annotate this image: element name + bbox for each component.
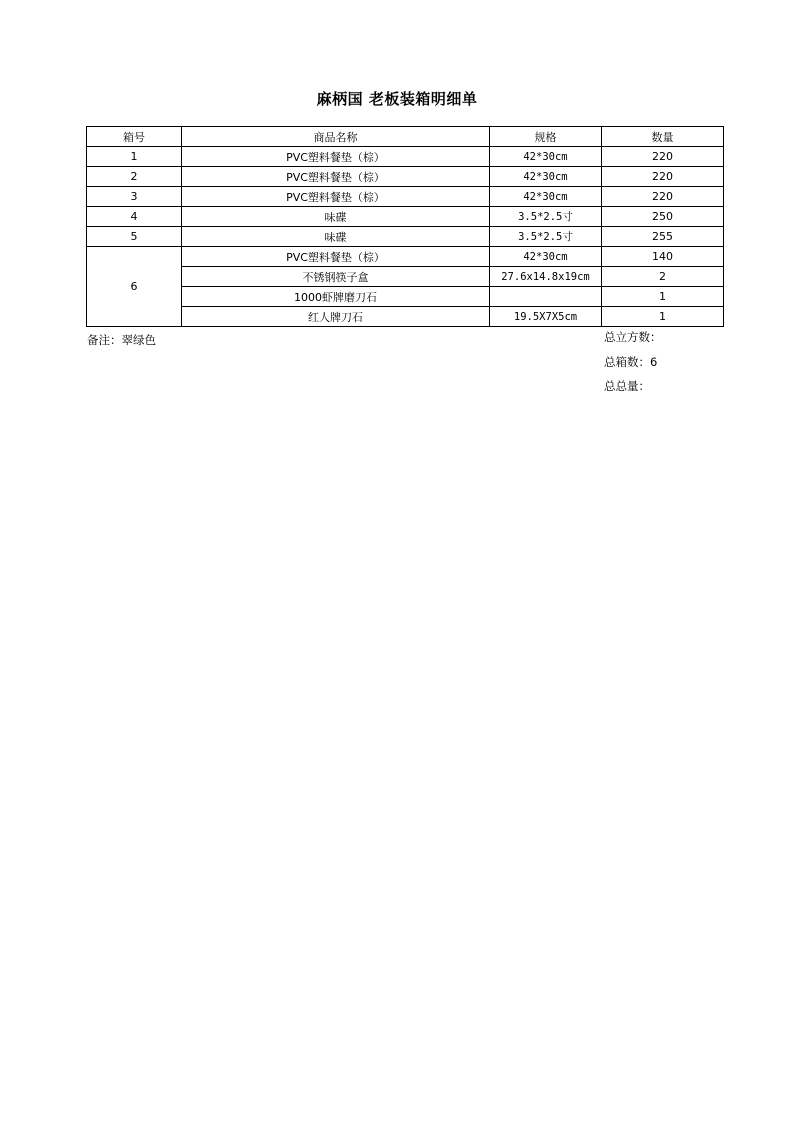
table-header-row	[87, 127, 724, 147]
table-row	[87, 187, 724, 207]
cell-spec: 3.5*2.5寸	[490, 227, 602, 247]
cell-spec: 27.6x14.8x19cm	[490, 267, 602, 287]
cell-box-no: 1	[87, 147, 182, 167]
table-row	[87, 247, 724, 267]
table-row	[87, 287, 724, 307]
cell-quantity: 220	[602, 187, 724, 207]
cell-product-name: 红人牌刀石	[182, 307, 490, 327]
cell-spec	[490, 287, 602, 307]
table-row	[87, 207, 724, 227]
cell-box-no: 4	[87, 207, 182, 227]
remark-note: 备注：翠绿色	[87, 333, 156, 347]
table-row	[87, 307, 724, 327]
cell-quantity: 250	[602, 207, 724, 227]
cell-product-name: PVC塑料餐垫（棕）	[182, 187, 490, 207]
cell-quantity: 1	[602, 307, 724, 327]
cell-box-no: 3	[87, 187, 182, 207]
cell-quantity: 255	[602, 227, 724, 247]
cell-spec: 42*30cm	[490, 147, 602, 167]
cell-quantity: 140	[602, 247, 724, 267]
table-row	[87, 147, 724, 167]
cell-spec: 3.5*2.5寸	[490, 207, 602, 227]
cell-spec: 42*30cm	[490, 187, 602, 207]
column-header-product-name: 商品名称	[182, 127, 490, 147]
total-weight-label: 总总量：	[604, 379, 650, 393]
cell-product-name: PVC塑料餐垫（棕）	[182, 247, 490, 267]
cell-product-name: PVC塑料餐垫（棕）	[182, 167, 490, 187]
column-header-box-no: 箱号	[87, 127, 182, 147]
table-row	[87, 267, 724, 287]
cell-spec: 19.5X7X5cm	[490, 307, 602, 327]
cell-quantity: 220	[602, 167, 724, 187]
page-title: 麻柄国 老板装箱明细单	[316, 90, 478, 108]
total-volume-label: 总立方数：	[604, 330, 662, 344]
cell-product-name: 味碟	[182, 227, 490, 247]
table-row	[87, 227, 724, 247]
cell-quantity: 1	[602, 287, 724, 307]
cell-product-name: 1000虾牌磨刀石	[182, 287, 490, 307]
column-header-quantity: 数量	[602, 127, 724, 147]
cell-spec: 42*30cm	[490, 247, 602, 267]
cell-box-no-merged: 6	[87, 247, 182, 327]
packing-list-table	[86, 126, 724, 327]
cell-product-name: PVC塑料餐垫（棕）	[182, 147, 490, 167]
cell-quantity: 220	[602, 147, 724, 167]
cell-box-no: 5	[87, 227, 182, 247]
cell-spec: 42*30cm	[490, 167, 602, 187]
column-header-spec: 规格	[490, 127, 602, 147]
cell-box-no: 2	[87, 167, 182, 187]
cell-quantity: 2	[602, 267, 724, 287]
cell-product-name: 不锈钢筷子盒	[182, 267, 490, 287]
table-row	[87, 167, 724, 187]
total-boxes-label: 总箱数：6	[604, 355, 658, 369]
cell-product-name: 味碟	[182, 207, 490, 227]
